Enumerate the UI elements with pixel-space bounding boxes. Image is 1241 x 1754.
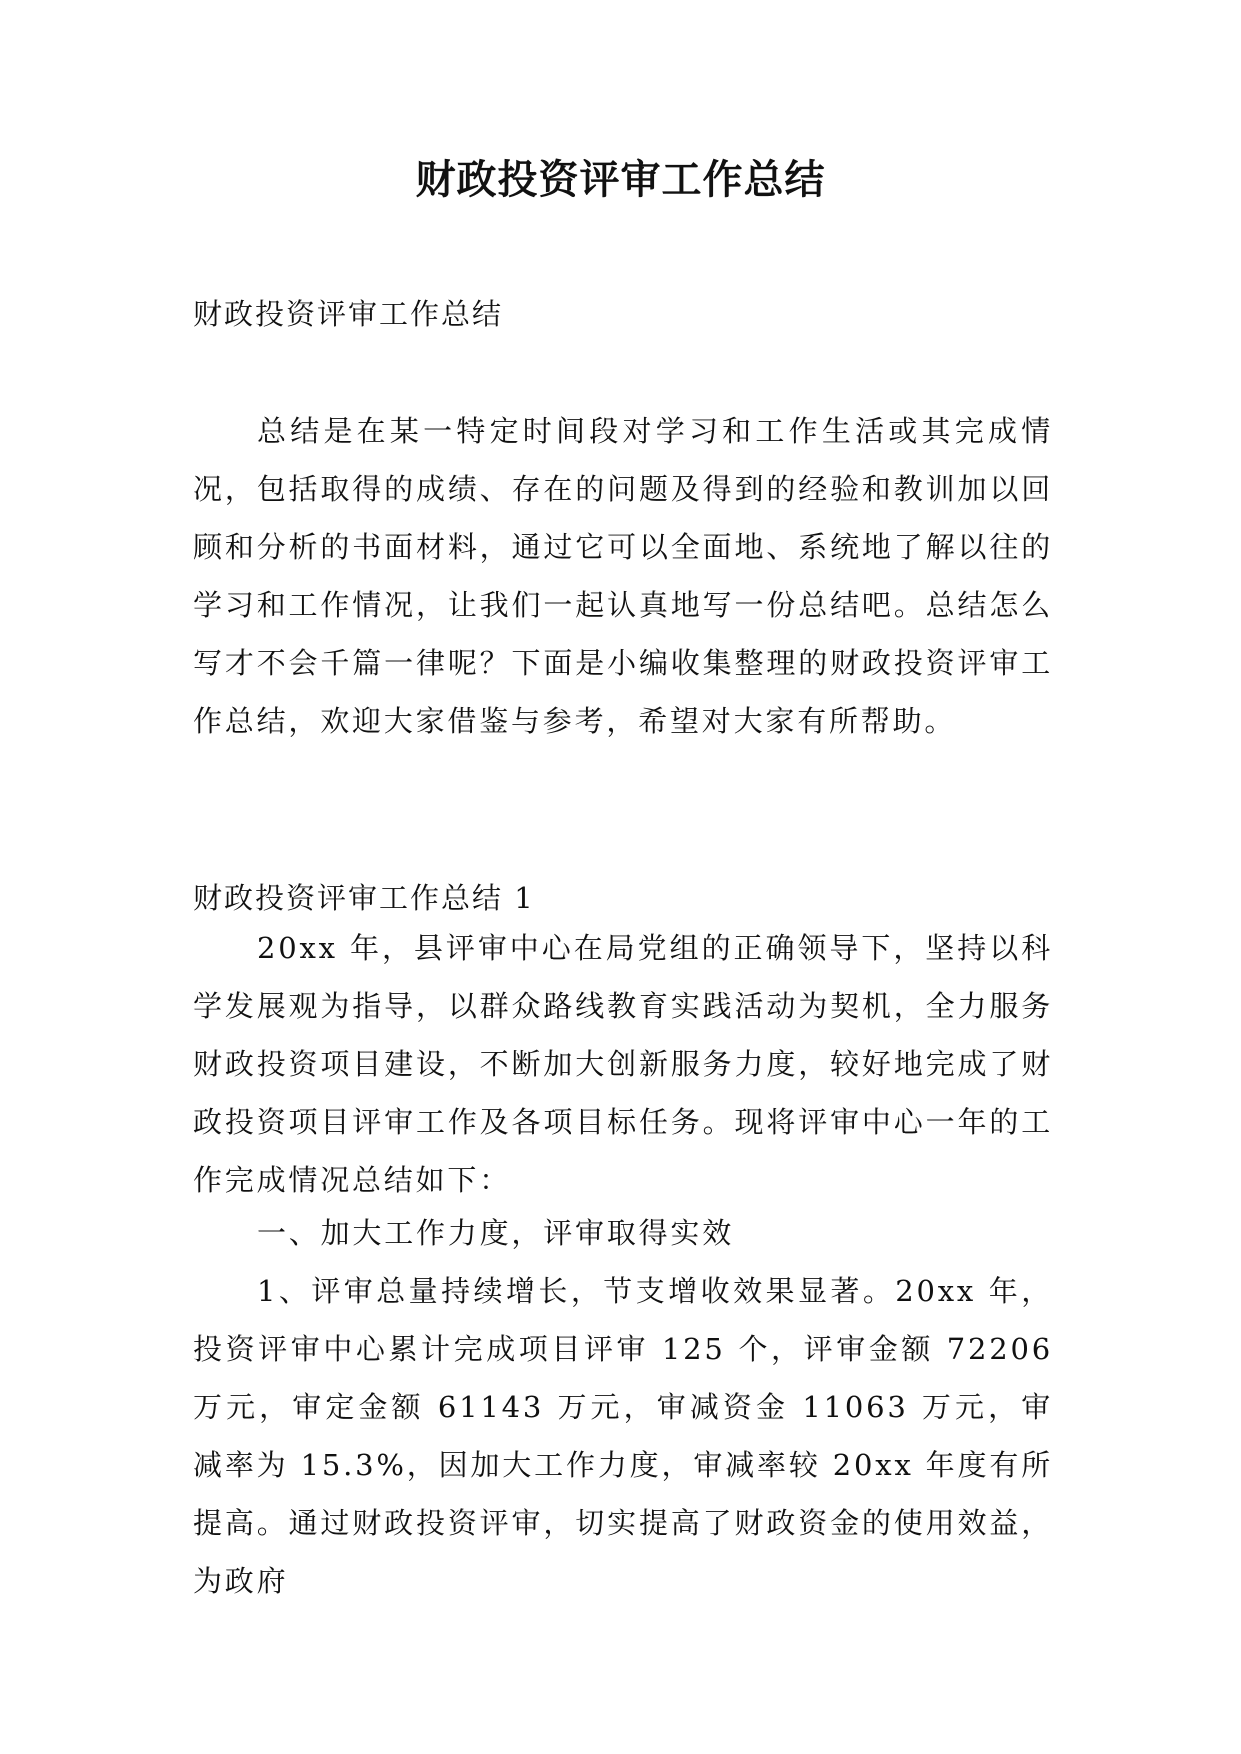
section-title: 财政投资评审工作总结 1: [193, 881, 535, 915]
section-paragraph-2: 一、加大工作力度，评审取得实效: [257, 1216, 735, 1250]
document-title: 财政投资评审工作总结: [415, 156, 826, 203]
document-subtitle: 财政投资评审工作总结: [193, 297, 504, 331]
intro-paragraph: 总结是在某一特定时间段对学习和工作生活或其完成情况，包括取得的成绩、存在的问题及得到的经验和教训加以回顾和分析的书面材料，通过它可以全面地、系统地了解以往的学习和工作情况，让我们一起认真地写一份总结吧。总结怎么写才不会千篇一律呢？下面是小编收集整理的财政投资评审工作总结，欢迎大家借鉴与参考，希望对大家有所帮助。: [193, 414, 1053, 738]
section-paragraph-1: 20xx 年，县评审中心在局党组的正确领导下，坚持以科学发展观为指导，以群众路线教育实践活动为契机，全力服务财政投资项目建设，不断加大创新服务力度，较好地完成了财政投资项目评审工作及各项目标任务。现将评审中心一年的工作完成情况总结如下：: [193, 931, 1053, 1197]
section-paragraph-3: 1、评审总量持续增长，节支增收效果显著。20xx 年，投资评审中心累计完成项目评审 125 个，评审金额 72206 万元，审定金额 61143 万元，审减资金 11063 万元，审减率为 15.3%，因加大工作力度，审减率较 20xx 年度有所提高。通过财政投资评审，切实提高了财政资金的使用效益，为政府: [193, 1274, 1053, 1598]
